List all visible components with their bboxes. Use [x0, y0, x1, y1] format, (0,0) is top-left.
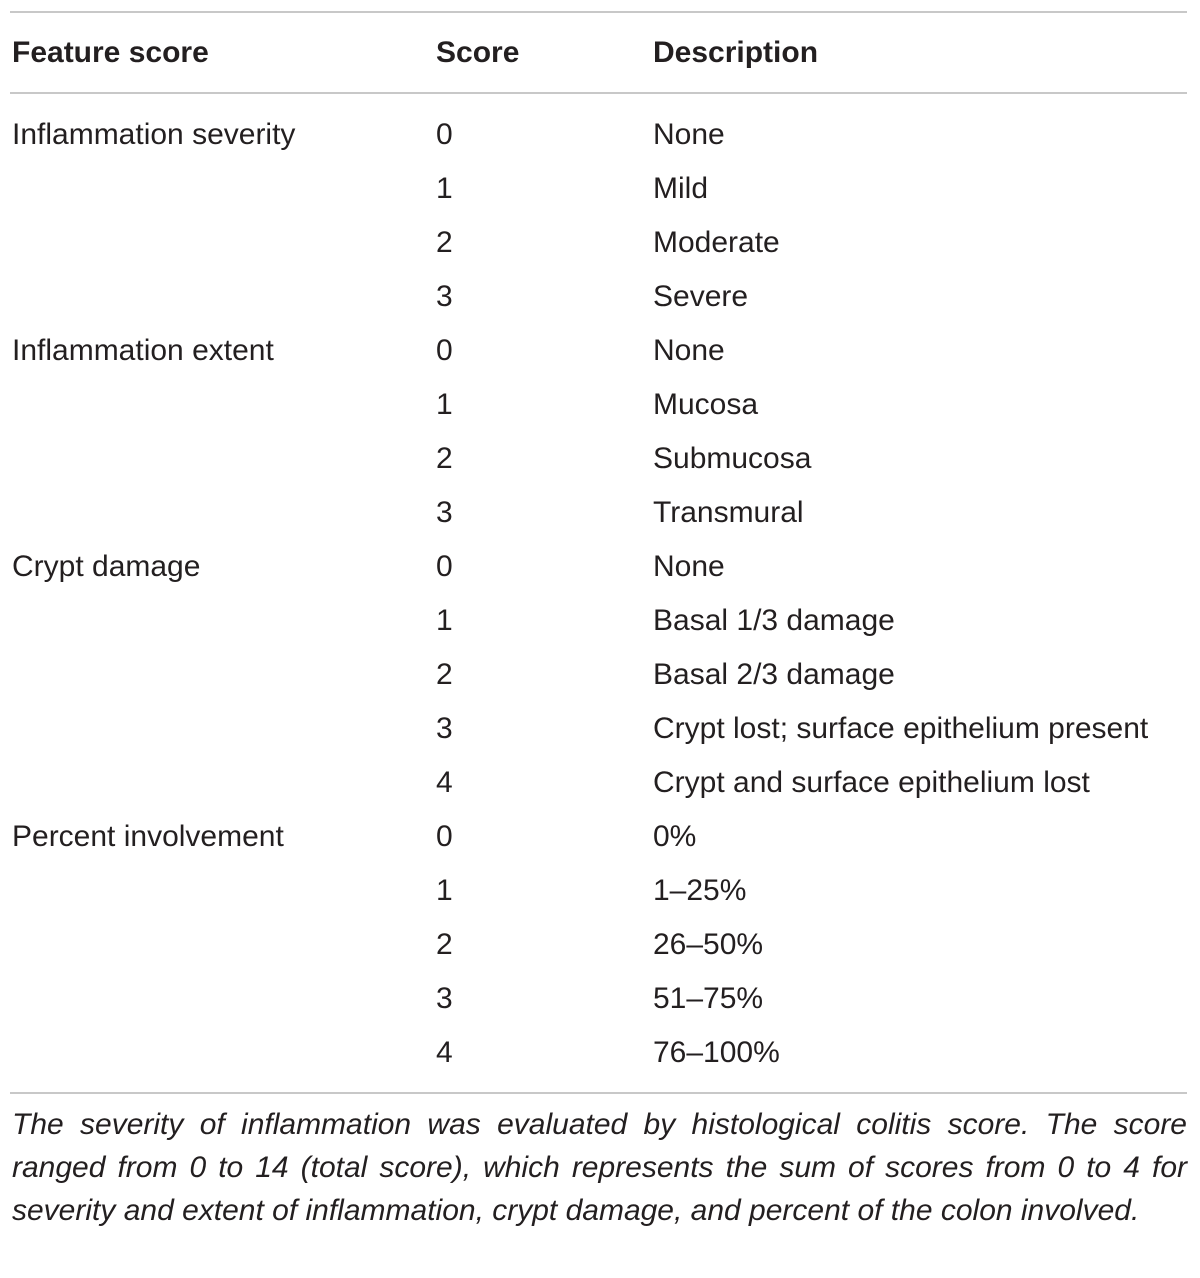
table-row — [0, 486, 1200, 540]
table-row — [0, 216, 1200, 270]
header-feature-score: Feature score — [12, 36, 209, 69]
score-cell: 2 — [436, 442, 453, 475]
score-cell: 2 — [436, 226, 453, 259]
table-row — [0, 702, 1200, 756]
feature-cell: Percent involvement — [12, 820, 284, 853]
table-row — [0, 864, 1200, 918]
table-row — [0, 108, 1200, 162]
description-cell: Basal 2/3 damage — [653, 658, 895, 691]
table-row — [0, 810, 1200, 864]
description-cell: 1–25% — [653, 874, 747, 907]
description-cell: None — [653, 550, 725, 583]
table-row — [0, 594, 1200, 648]
description-cell: Transmural — [653, 496, 804, 529]
score-cell: 1 — [436, 874, 453, 907]
score-cell: 0 — [436, 550, 453, 583]
feature-cell: Inflammation extent — [12, 334, 274, 367]
table-row — [0, 756, 1200, 810]
score-cell: 2 — [436, 658, 453, 691]
score-cell: 3 — [436, 280, 453, 313]
score-cell: 0 — [436, 118, 453, 151]
table-footnote: The severity of inflammation was evaluated by histological colitis score. The score ranged from 0 to 14 (total score), which represents the sum of scores from 0 to 4 for severity and extent of inflammation, crypt damage, and percent of the colon involved. — [12, 1108, 1187, 1227]
score-cell: 1 — [436, 172, 453, 205]
description-cell: Crypt and surface epithelium lost — [653, 766, 1090, 799]
header-rule — [10, 92, 1187, 94]
table-row — [0, 648, 1200, 702]
score-cell: 1 — [436, 604, 453, 637]
score-cell: 1 — [436, 388, 453, 421]
score-cell: 0 — [436, 820, 453, 853]
score-cell: 3 — [436, 496, 453, 529]
description-cell: Submucosa — [653, 442, 812, 475]
description-cell: None — [653, 118, 725, 151]
table-row — [0, 918, 1200, 972]
table-top-rule — [10, 11, 1187, 13]
description-cell: Mucosa — [653, 388, 759, 421]
table-row — [0, 540, 1200, 594]
table-row — [0, 1026, 1200, 1080]
table-row — [0, 432, 1200, 486]
table-row — [0, 162, 1200, 216]
score-cell: 0 — [436, 334, 453, 367]
description-cell: Severe — [653, 280, 749, 313]
table-body — [0, 108, 1200, 1080]
description-cell: Basal 1/3 damage — [653, 604, 895, 637]
score-cell: 4 — [436, 766, 453, 799]
score-cell: 3 — [436, 712, 453, 745]
table-row — [0, 324, 1200, 378]
description-cell: Mild — [653, 172, 709, 205]
feature-cell: Inflammation severity — [12, 118, 296, 151]
header-description: Description — [653, 36, 819, 69]
score-cell: 2 — [436, 928, 453, 961]
table-row — [0, 972, 1200, 1026]
score-cell: 4 — [436, 1036, 453, 1069]
description-cell: 51–75% — [653, 982, 764, 1015]
score-cell: 3 — [436, 982, 453, 1015]
description-cell: None — [653, 334, 725, 367]
table-row — [0, 378, 1200, 432]
description-cell: Crypt lost; surface epithelium present — [653, 712, 1149, 745]
header-score: Score — [436, 36, 520, 69]
feature-cell: Crypt damage — [12, 550, 201, 583]
description-cell: Moderate — [653, 226, 780, 259]
description-cell: 76–100% — [653, 1036, 780, 1069]
table-row — [0, 270, 1200, 324]
description-cell: 0% — [653, 820, 697, 853]
table-bottom-rule — [10, 1092, 1187, 1094]
description-cell: 26–50% — [653, 928, 764, 961]
